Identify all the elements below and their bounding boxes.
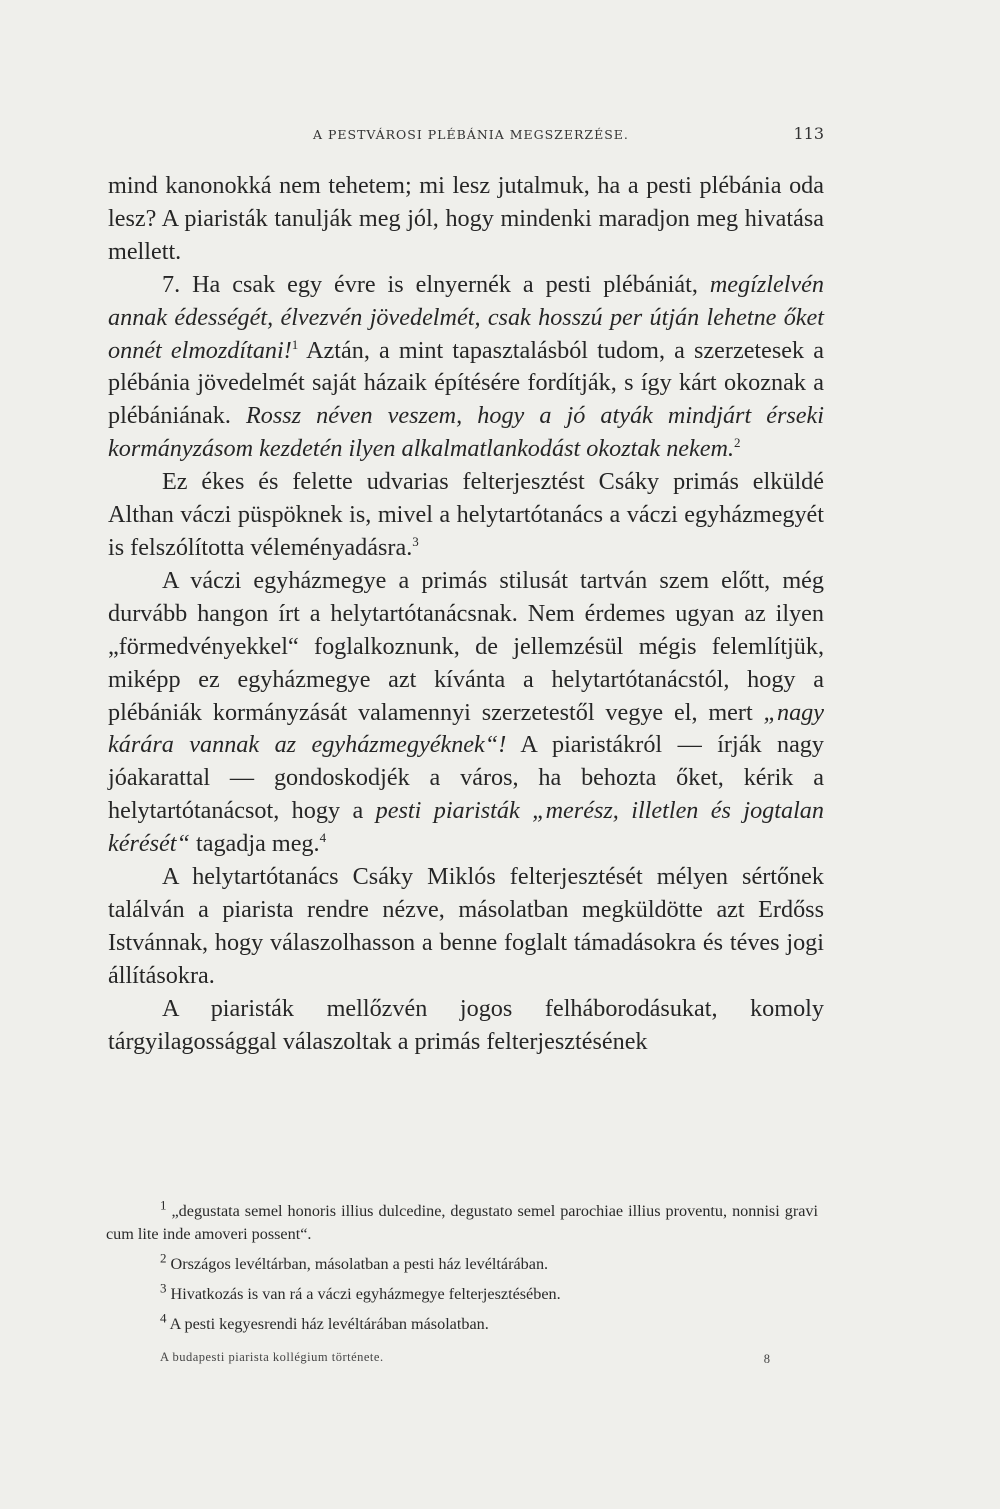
text-segment: Aztán, a mint tapasztalásból tudom, a szerzetesek a plébánia jövedelmét saját házaik építésére fordítják, s így kárt okoznak a plébániának. (108, 336, 824, 430)
running-head-title: A PESTVÁROSI PLÉBÁNIA MEGSZERZÉSE. (313, 127, 629, 142)
text-segment: Ez ékes és felette udvarias felterjesztést Csáky primás elküldé Althan váczi püspöknek is, mivel a helytartótanács a váczi egyházmegyét is felszólította véleményadásra. (108, 468, 824, 561)
footnote-reference: 1 (291, 336, 299, 352)
footnote-text: „degustata semel honoris illius dulcedine, degustato semel parochiae illius proventu, nonnisi gravi cum lite inde amoveri possent“. (106, 1202, 818, 1243)
italic-text: megízlelvén annak édességét, élvezvén jövedelmét, csak hosszú per útján lehetne őket onnét elmozdítani! (108, 270, 824, 364)
text-segment: tagadja meg. (189, 830, 320, 858)
footnote (106, 1197, 818, 1246)
paragraph (108, 170, 824, 269)
body-text (108, 170, 824, 1058)
signature-text: A budapesti piarista kollégium története. (160, 1350, 384, 1364)
footnote-text: Hivatkozás is van rá a váczi egyházmegye felterjesztésében. (166, 1285, 561, 1303)
footnote (106, 1310, 818, 1336)
footnote-text: Országos levéltárban, másolatban a pesti ház levéltárában. (166, 1255, 549, 1273)
footnote-reference: 3 (412, 533, 419, 549)
paragraph (108, 861, 824, 993)
running-head (108, 124, 824, 148)
footnote-marker: 4 (160, 1310, 167, 1326)
footnote-text: A pesti kegyesrendi ház levéltárában másolatban. (166, 1315, 489, 1333)
paragraph (108, 565, 824, 861)
paragraph (108, 993, 824, 1059)
footnote-reference: 2 (734, 435, 741, 451)
italic-text: „nagy kárára vannak az egyházmegyéknek“! (108, 698, 824, 759)
paragraph (108, 269, 824, 466)
text-segment: A piaristák mellőzvén jogos felháborodásukat, komoly tárgyilagossággal válaszoltak a primás felterjesztésének (108, 994, 824, 1055)
text-segment: 7. Ha csak egy évre is elnyernék a pesti plébániát, (162, 270, 710, 298)
signature-number: 8 (763, 1352, 770, 1366)
text-segment: mind kanonokká nem tehetem; mi lesz jutalmuk, ha a pesti plébánia oda lesz? A piaristák tanulják meg jól, hogy mindenki maradjon meg hivatása mellett. (108, 172, 824, 265)
italic-text: pesti piaristák „merész, illetlen és jogtalan kérését“ (108, 797, 824, 858)
footnote-marker: 2 (160, 1250, 167, 1266)
footnote (106, 1280, 818, 1306)
footnote-reference: 4 (319, 830, 327, 846)
footnote-marker: 1 (160, 1197, 167, 1213)
signature-line (160, 1350, 770, 1370)
paragraph (108, 466, 824, 565)
footnote (106, 1250, 818, 1276)
page-number: 113 (793, 124, 824, 143)
footnotes (106, 1197, 818, 1343)
text-segment: A helytartótanács Csáky Miklós felterjesztését mélyen sértőnek találván a piarista rendre nézve, másolatban megküldötte azt Erdőss Istvánnak, hogy válaszolhasson a benne foglalt támadásokra és téves jogi állításokra. (108, 863, 824, 989)
footnote-marker: 3 (160, 1280, 167, 1296)
italic-text: Rossz néven veszem, hogy a jó atyák mindjárt érseki kormányzásom kezdetén ilyen alkalmatlankodást okoztak nekem. (108, 402, 824, 463)
text-segment: A váczi egyházmegye a primás stilusát tartván szem előtt, még durvább hangon írt a helytartótanácsnak. Nem érdemes ugyan az ilyen „förmedvényekkel“ foglalkoznunk, de jellemzésül mégis felemlítjük, miképp ez egyházmegye azt kívánta a helytartótanácstól, hogy a plébániák kormányzását valamennyi szerzetestől vegye el, mert (108, 566, 824, 726)
text-segment: A piaristákról — írják nagy jóakarattal — gondoskodjék a város, ha behozta őket, kérik a helytartótanácsot, hogy a (108, 731, 824, 825)
